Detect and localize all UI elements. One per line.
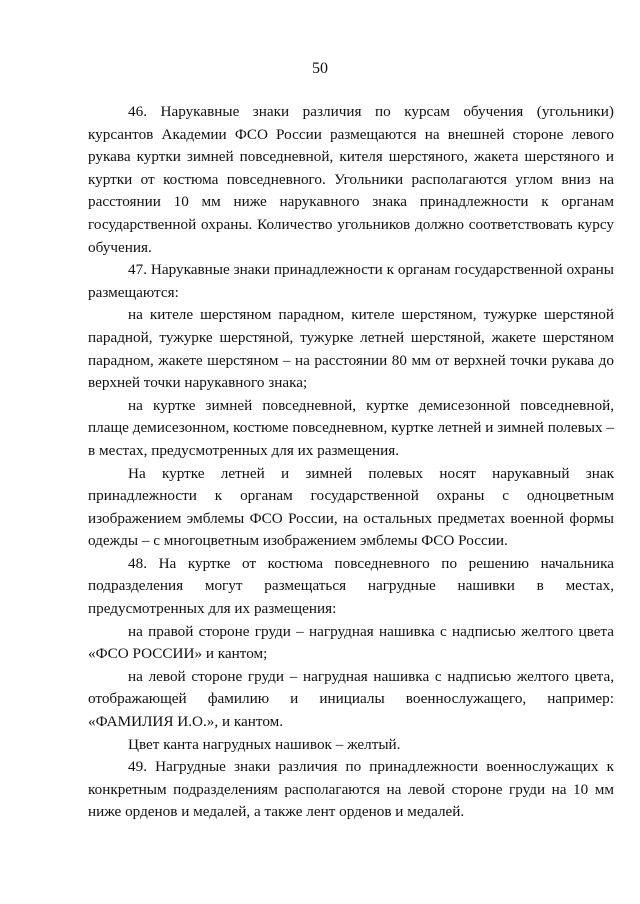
paragraph-47-item-1: на кителе шерстяном парадном, кителе шерстяном, тужурке шерстяной парадной, тужурке шерстяной, тужурке летней шерстяной, жакете шерстяном парадном, жакете шерстяном – на расстоянии 80 мм от верхней точки рукава до верхней точки нарукавного знака; [88, 306, 614, 392]
paragraph-46: 46. Нарукавные знаки различия по курсам обучения (угольники) курсантов Академии ФСО России размещаются на внешней стороне левого рукава куртки зимней повседневной, кителя шерстяного, жакета шерстяного и куртки от костюма повседневного. Угольники располагаются углом вниз на расстоянии 10 мм ниже нарукавного знака принадлежности к органам государственной охраны. Количество угольников должно соответствовать курсу обучения. [88, 103, 614, 256]
page-number: 50 [312, 60, 328, 77]
paragraph-48-item-2: на левой стороне груди – нагрудная нашивка с надписью желтого цвета, отображающей фамилию и инициалы военнослужащего, например: «ФАМИЛИЯ И.О.», и кантом. [88, 667, 614, 731]
paragraph-48-item-1: на правой стороне груди – нагрудная нашивка с надписью желтого цвета «ФСО РОССИИ» и кантом; [88, 622, 614, 663]
paragraph-48: 48. На куртке от костюма повседневного по решению начальника подразделения могут размещаться нагрудные нашивки в местах, предусмотренных для их размещения: [88, 554, 614, 618]
paragraph-47: 47. Нарукавные знаки принадлежности к органам государственной охраны размещаются: [88, 261, 614, 301]
document-body [88, 101, 614, 824]
paragraph-49: 49. Нагрудные знаки различия по принадлежности военнослужащих к конкретным подразделениям располагаются на левой стороне груди на 10 мм ниже орденов и медалей, а также лент орденов и медалей. [88, 758, 614, 821]
paragraph-47-note: На куртке летней и зимней полевых носят нарукавный знак принадлежности к органам государственной охраны с одноцветным изображением эмблемы ФСО России, на остальных предметах военной формы одежды – с многоцветным изображением эмблемы ФСО России. [88, 464, 614, 550]
paragraph-48-note: Цвет канта нагрудных нашивок – желтый. [128, 735, 401, 753]
paragraph-47-item-2: на куртке зимней повседневной, куртке демисезонной повседневной, плаще демисезонном, костюме повседневном, куртке летней и зимней полевых – в местах, предусмотренных для их размещения. [88, 396, 614, 459]
